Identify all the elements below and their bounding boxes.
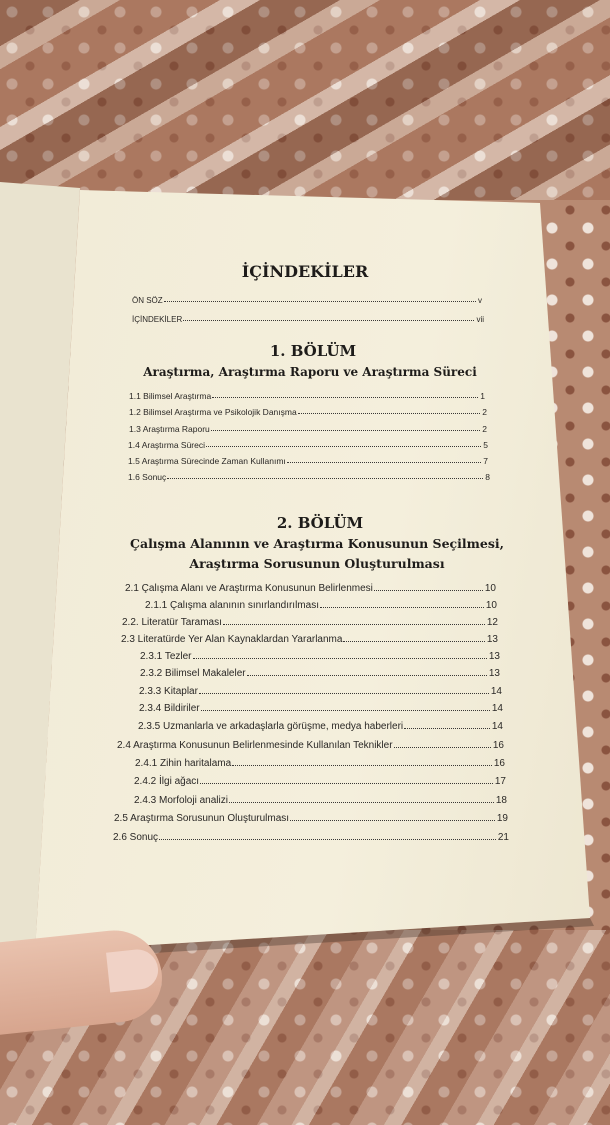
toc-entry [134,795,507,806]
chapter-1-heading: 1. BÖLÜM [269,342,357,360]
toc-entry-page: 1 [480,391,485,401]
dot-leader [404,728,490,729]
toc-entry-label: 2.3.1 Tezler [140,651,192,662]
toc-entry [140,668,500,679]
dot-leader [320,607,484,608]
toc-entry-page: 2 [482,424,487,434]
dot-leader [199,693,489,694]
toc-entry [132,296,482,305]
toc-entry-label: 2.3.2 Bilimsel Makaleler [140,668,246,679]
dot-leader [229,802,494,803]
toc-entry-label: 2.3.3 Kitaplar [139,686,198,697]
toc-entry-page: 17 [494,776,506,787]
toc-entry-page: 8 [485,472,490,482]
toc-entry-label: 1.6 Sonuç [128,472,167,482]
dot-leader [201,710,490,711]
dot-leader [200,783,493,784]
chapter-1-subtitle: Araştırma, Araştırma Raporu ve Araştırma Süreci [143,365,477,379]
toc-entry [139,686,502,697]
toc-entry-page: 2 [482,407,487,417]
dot-leader [164,301,476,302]
toc-entry [129,407,487,417]
toc-entry [134,776,506,787]
toc-entry [132,315,484,324]
dot-leader [287,462,481,463]
toc-entry [140,651,500,662]
toc-entry [122,617,498,628]
toc-entry-label: 2.3.4 Bildiriler [139,703,200,714]
toc-entry-label: 1.4 Araştırma Süreci [128,440,206,450]
toc-entry-label: 1.1 Bilimsel Araştırma [129,391,212,401]
dot-leader [343,641,484,642]
toc-entry-page: 10 [484,583,496,594]
toc-entry [121,634,498,645]
chapter-2-heading: 2. BÖLÜM [276,514,364,532]
dot-leader [183,320,474,321]
toc-entry [129,424,487,434]
toc-entry-label: 2.4.2 İlgi ağacı [134,776,200,787]
toc-entry-page: 16 [492,740,504,751]
toc-entry-label: İÇİNDEKİLER [132,315,183,324]
toc-entry [139,703,503,714]
toc-entry [125,583,496,594]
dot-leader [394,747,491,748]
toc-entry-label: 2.4.3 Morfoloji analizi [134,795,228,806]
dot-leader [167,478,483,479]
page-title: İÇİNDEKİLER [241,262,369,281]
dot-leader [232,765,492,766]
toc-entry-label: ÖN SÖZ [132,296,163,305]
toc-entry-page: 13 [488,668,500,679]
toc-entry-page: 10 [485,600,497,611]
dot-leader [247,675,487,676]
toc-entry-page: 14 [491,721,503,732]
dot-leader [212,397,478,398]
dot-leader [223,624,485,625]
toc-entry-label: 1.3 Araştırma Raporu [129,424,210,434]
dot-leader [206,446,481,447]
toc-entry [129,391,485,401]
toc-entry-label: 2.1 Çalışma Alanı ve Araştırma Konusunun Belirlenmesi [125,583,373,594]
toc-entry-label: 2.1.1 Çalışma alanının sınırlandırılması [145,600,319,611]
dot-leader [290,820,495,821]
chapter-2-subtitle-line-1: Çalışma Alanının ve Araştırma Konusunun Seçilmesi, [130,536,504,551]
toc-entry [128,456,488,466]
toc-entry-page: 19 [496,813,508,824]
toc-entry-label: 2.3.5 Uzmanlarla ve arkadaşlarla görüşme, medya haberleri [138,721,404,732]
toc-entry [145,600,497,611]
toc-entry-label: 2.2. Literatür Taraması [122,617,222,628]
toc-entry [114,813,508,824]
toc-entry-label: 2.5 Araştırma Sorusunun Oluşturulması [114,813,290,824]
dot-leader [298,413,481,414]
dot-leader [159,839,496,840]
toc-entry-page: vii [476,315,484,324]
chapter-2-subtitle-line-2: Araştırma Sorusunun Oluşturulması [189,556,445,571]
toc-entry [135,758,505,769]
toc-entry-page: 7 [483,456,488,466]
toc-entry-page: 21 [497,832,509,843]
toc-entry-page: v [478,296,482,305]
toc-entry-label: 1.5 Araştırma Sürecinde Zaman Kullanımı [128,456,286,466]
dot-leader [374,590,483,591]
toc-entry [138,721,503,732]
dot-leader [211,430,480,431]
toc-entry-page: 12 [486,617,498,628]
toc-entry [117,740,504,751]
toc-entry-page: 5 [483,440,488,450]
toc-entry-page: 14 [490,686,502,697]
toc-entry-label: 2.4.1 Zihin haritalama [135,758,232,769]
toc-entry-page: 18 [495,795,507,806]
toc-entry-page: 13 [488,651,500,662]
toc-entry-label: 1.2 Bilimsel Araştırma ve Psikolojik Danışma [129,407,297,417]
toc-entry [128,440,488,450]
toc-entry [128,472,490,482]
toc-entry-page: 14 [491,703,503,714]
toc-entry-label: 2.6 Sonuç [113,832,159,843]
toc-entry-label: 2.3 Literatürde Yer Alan Kaynaklardan Yararlanma [121,634,343,645]
toc-entry-page: 16 [493,758,505,769]
carpet-background [0,0,610,200]
dot-leader [193,658,487,659]
toc-entry-page: 13 [486,634,498,645]
toc-entry-label: 2.4 Araştırma Konusunun Belirlenmesinde Kullanılan Teknikler [117,740,393,751]
toc-entry [113,832,509,843]
